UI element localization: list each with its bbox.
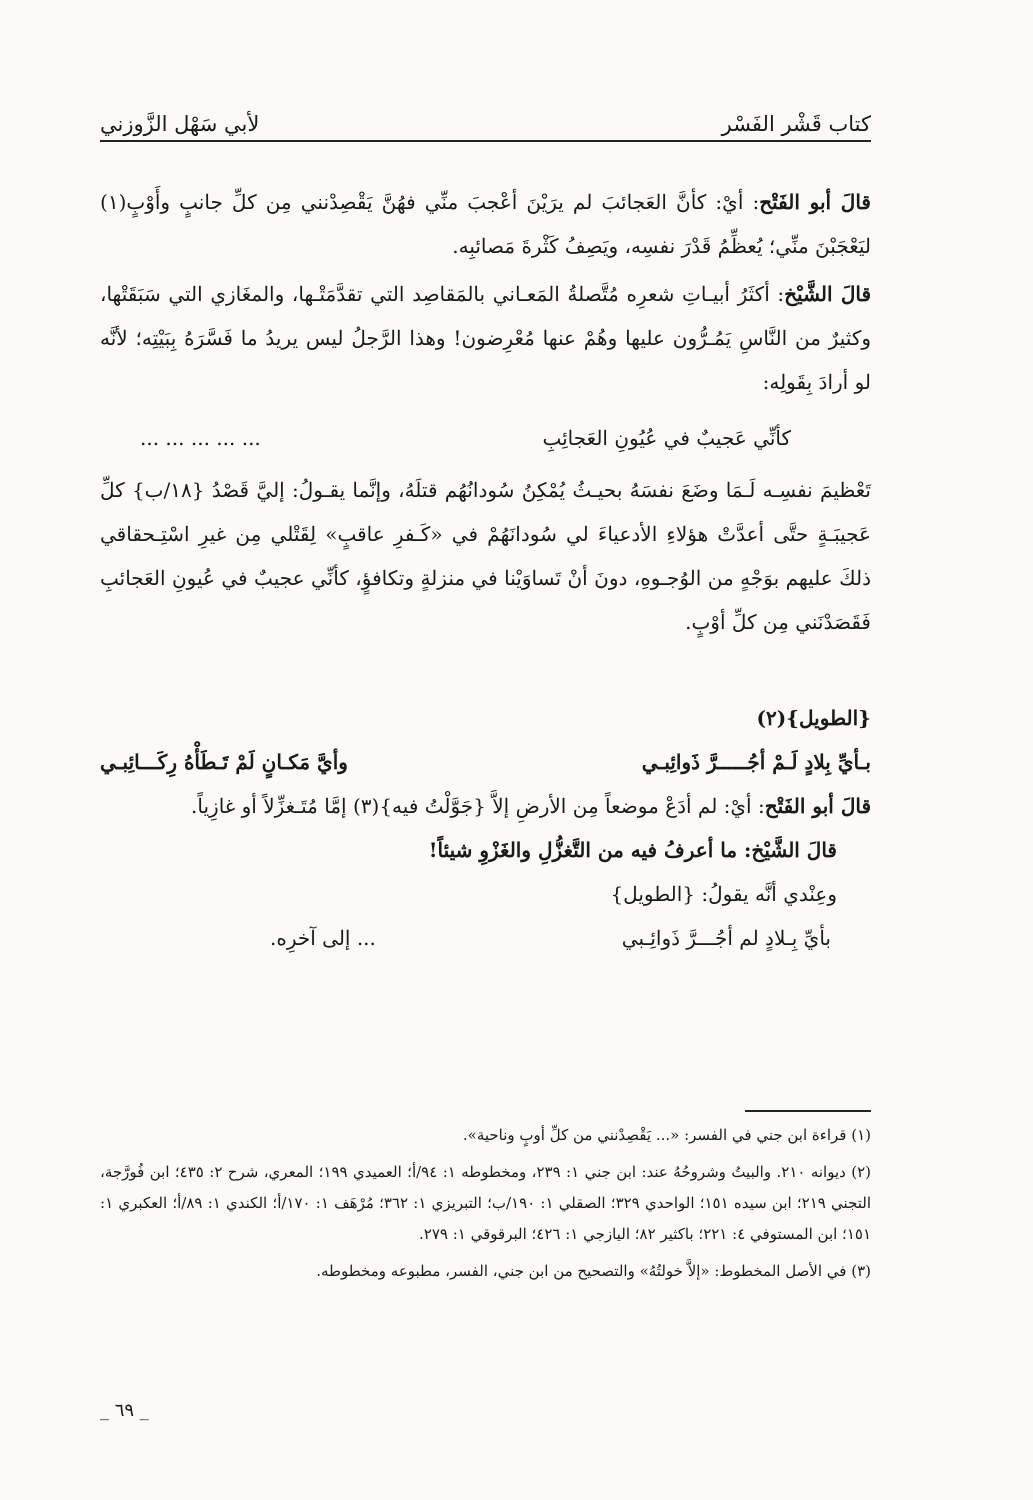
footnotes	[100, 1120, 871, 1293]
running-header	[100, 100, 871, 142]
verse-line-1	[140, 416, 791, 460]
paragraph-text: : أكثَرُ أبيـاتِ شعرِه مُتَّصلةُ المَعـاني بالمَقاصِد التي تقدَّمَتْـها، والمغَازي التي سَبَقَتْها، وكثيرٌ من النَّاسِ يَمُـرُّون عليها وهُمْ عنها مُعْرِضون! وهذا الرَّجلُ ليس يريدُ ما فَسَّرَهُ بِبَيْتِه؛ لأنَّه لو أرادَ بِقَولِه:	[100, 282, 871, 394]
speaker-label: قالَ الشَّيْخ	[784, 282, 872, 306]
main-text	[100, 180, 871, 960]
meter-label: {الطويل}(٢)	[756, 706, 871, 730]
hemistich-a: بأيِّ بِـلادٍ لم أجُـــرَّ ذَوائِـبي	[621, 926, 831, 950]
paragraph-4	[100, 784, 871, 828]
paragraph-2	[100, 272, 871, 404]
paragraph-1	[100, 180, 871, 268]
paragraph-3: تَعْظيمَ نفسِـه لَـمَا وضَعَ نفسَهُ بحيـثُ يُمْكِنُ سُودانُهُم قتلَهُ، وإنَّما يقـولُ: إليَّ قَصْدُ {١٨/ب} كلِّ عَجيبَـةٍ حتَّى أعدَّتْ هؤلاءِ الأدعياءَ لي سُودانَهُمْ في «كَـفرِ عاقبٍ» لِقَتْلي مِن غيرِ اسْتِـحقاقي ذلكَ عليهم بوَجْهٍ من الوُجـوهِ، دونَ أنْ تَساوَيْنا في منزلةٍ وتكافؤٍ، كأنِّي عجيبٌ في عُيونِ العَجائبِ فَقَصَدْنَني مِن كلِّ أوْبٍ.	[100, 478, 871, 634]
hemistich-b: ... ... ... ... ...	[140, 426, 261, 450]
verse-line-2	[100, 740, 871, 784]
hemistich-a: بـأيِّ بِلادٍ لَـمْ أجُـــــرَّ ذَوائِبـي	[641, 750, 871, 774]
paragraph-text: : أيْ: كأنَّ العَجائبَ لم يرَيْنَ أعْجبَ منِّي فهُنَّ يَقْصِدْنني مِن كلِّ جانبٍ وأَوْبٍ(١) ليَعْجَبْنَ منِّي؛ يُعظِّمُ قَدْرَ نفسِه، ويَصِفُ كَثْرةَ مَصائبِه.	[100, 190, 871, 258]
paragraph-5	[100, 828, 871, 872]
footnote-rule	[745, 1110, 871, 1112]
footnote-2: (٢) ديوانه ٢١٠. والبيتُ وشروحُهُ عند: ابن جني ١: ٢٣٩، ومخطوطه ١: ٩٤/أ؛ العميدي ١٩٩؛ المعري، شرح ٢: ٤٣٥؛ ابن فُورَّجة، التجني ٢١٩؛ ابن سيده ١٥١؛ الواحدي ٣٢٩؛ الصقلي ١: ١٩٠/ب؛ التبريزي ١: ٣٦٢؛ مُرْهَف ١: ١٧٠/أ؛ الكندي ١: ٨٩/أ؛ العكبري ١: ١٥١؛ ابن المستوفي ٤: ٢٢١؛ باكثير ٨٢؛ اليازجي ١: ٤٢٦؛ البرقوقي ١: ٢٧٩.	[100, 1163, 872, 1243]
page-number: _ ٦٩ _	[100, 1400, 149, 1421]
hemistich-b: ... إلى آخرِه.	[270, 926, 376, 950]
hemistich-b: وأيَّ مَكـانٍ لَمْ تَـطَأْهُ رِكَـــائِبـي	[100, 750, 348, 774]
speaker-label: قالَ الشَّيْخ	[751, 838, 837, 862]
paragraph-text: : ما أعرفُ فيه من التَّغزُّلِ والغَزْوِ شيئاً!	[428, 838, 752, 862]
hemistich-a: كأنِّي عَجيبٌ في عُيُونِ العَجائِبِ	[542, 426, 791, 450]
book-title: كتاب قَشْر الفَسْر	[721, 112, 871, 136]
author-name: لأبي سَهْل الزَّوزني	[100, 112, 260, 136]
footnote-3: (٣) في الأصل المخطوط: «إلاَّ خولتُهُ» والتصحيح من ابن جني، الفسر، مطبوعه ومخطوطه.	[316, 1262, 871, 1280]
speaker-label: قالَ أبو الفَتْح	[759, 190, 871, 214]
verse-line-3	[270, 916, 831, 960]
footnote-1: (١) قراءة ابن جني في الفسر: «... يَقْصِدْنني من كلِّ أوبٍ وناحية».	[462, 1126, 871, 1144]
paragraph-text: : أيْ: لم أدَعْ موضعاً مِن الأرضِ إلاَّ {جَوَّلْتُ فيه}(٣) إمَّا مُتَـغزِّلاً أو غازِياً.	[191, 794, 765, 818]
speaker-label: قالَ أبو الفَتْح	[764, 794, 871, 818]
paragraph-6: وعِنْدي أنَّه يقولُ: {الطويل}	[610, 882, 837, 906]
